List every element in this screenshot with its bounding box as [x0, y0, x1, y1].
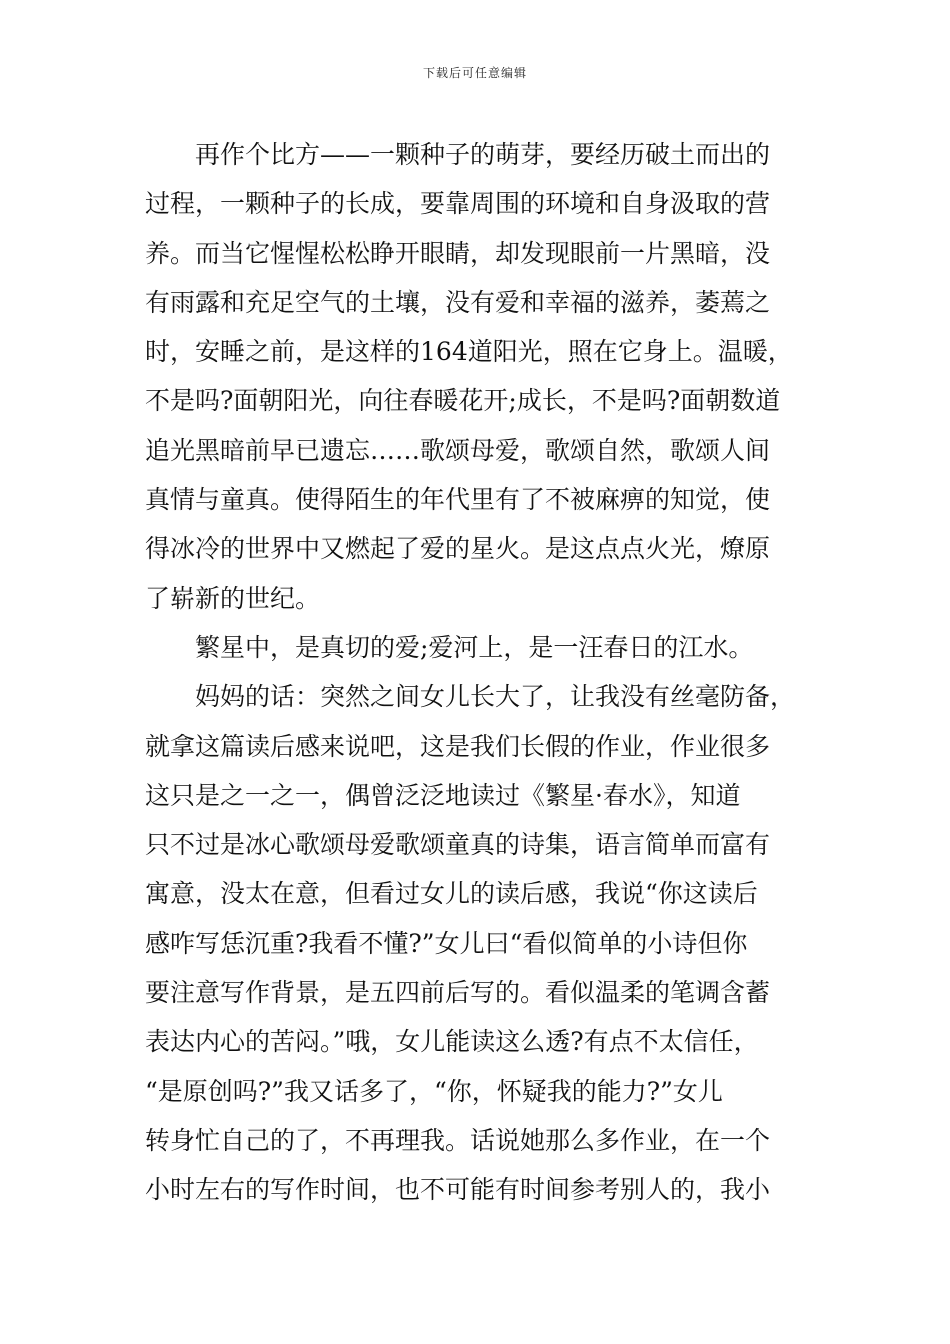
text-line: 了崭新的世纪。: [145, 583, 321, 613]
text-line: 这只是之一之一，偶曾泛泛地读过《繁星·春水》，知道: [145, 780, 741, 810]
text-line: 过程，一颗种子的长成，要靠周围的环境和自身汲取的营: [145, 189, 771, 219]
text-line: 只不过是冰心歌颂母爱歌颂童真的诗集，语言简单而富有: [145, 830, 771, 860]
page-header: 下载后可任意编辑: [422, 66, 527, 80]
text-line: 寓意，没太在意，但看过女儿的读后感，我说“你这读后: [145, 879, 758, 909]
text-line: “是原创吗?”我又话多了，“你，怀疑我的能力?”女儿: [145, 1076, 723, 1106]
document-body: [145, 130, 835, 1215]
text-line: 转身忙自己的了，不再理我。话说她那么多作业，在一个: [145, 1125, 771, 1155]
text-line: 妈妈的话：突然之间女儿长大了，让我没有丝毫防备，: [195, 682, 796, 712]
text-line: 表达内心的苦闷。”哦，女儿能读这么透?有点不太信任，: [145, 1027, 759, 1057]
text-line: 繁星中，是真切的爱;爱河上，是一汪春日的江水。: [195, 632, 754, 662]
text-line: 有雨露和充足空气的土壤，没有爱和幸福的滋养，萎蔫之: [145, 287, 771, 317]
text-line: 时，安睡之前，是这样的164道阳光，照在它身上。温暖，: [145, 337, 793, 367]
text-line: 小时左右的写作时间，也不可能有时间参考别人的，我小: [145, 1175, 771, 1205]
text-line: 就拿这篇读后感来说吧，这是我们长假的作业，作业很多: [145, 731, 771, 761]
text-line: 要注意写作背景，是五四前后写的。看似温柔的笔调含蓄: [145, 978, 771, 1008]
text-line: 真情与童真。使得陌生的年代里有了不被麻痹的知觉，使: [145, 485, 771, 515]
text-line: 再作个比方——一颗种子的萌芽，要经历破土而出的: [195, 140, 771, 169]
text-line: 养。而当它惺惺松松睁开眼睛，却发现眼前一片黑暗，没: [145, 238, 771, 268]
text-line: 感咋写恁沉重?我看不懂?”女儿曰“看似简单的小诗但你: [145, 928, 748, 958]
text-line: 得冰冷的世界中又燃起了爱的星火。是这点点火光，燎原: [145, 534, 771, 564]
text-line: 追光黑暗前早已遗忘……歌颂母爱，歌颂自然，歌颂人间: [145, 435, 771, 465]
text-line: 不是吗?面朝阳光，向往春暖花开;成长，不是吗?面朝数道: [145, 386, 781, 416]
